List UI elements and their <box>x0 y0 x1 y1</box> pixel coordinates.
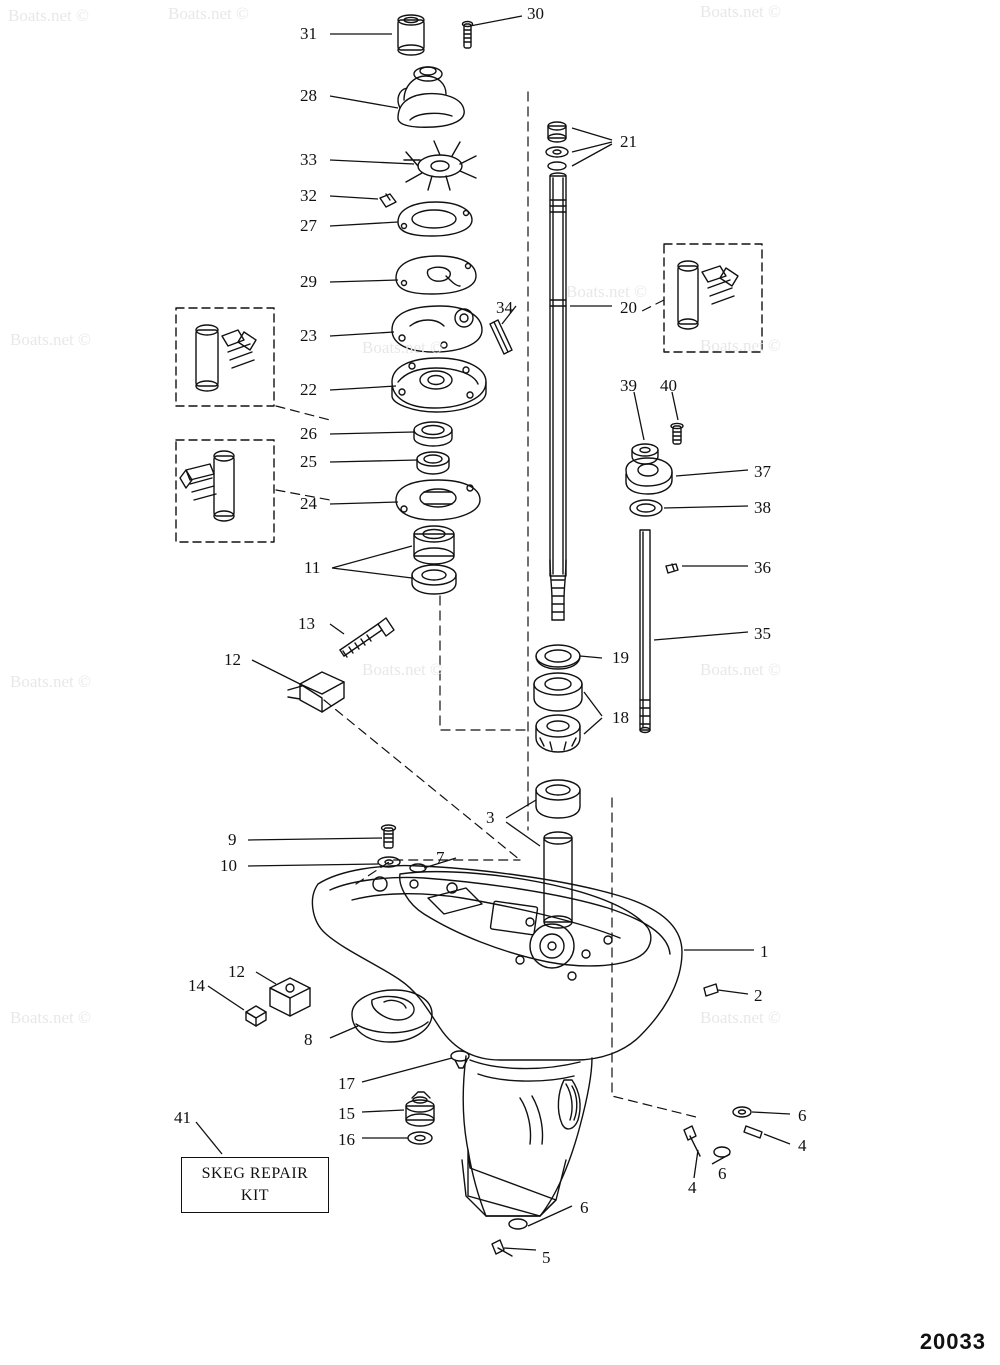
watermark: Boats.net © <box>362 338 443 357</box>
callout-6-right-lower: 6 <box>718 1164 727 1183</box>
watermark: Boats.net © <box>362 660 443 679</box>
callout-7: 7 <box>436 848 445 867</box>
watermark: Boats.net © <box>700 1008 781 1027</box>
callout-22: 22 <box>300 380 317 399</box>
watermark: Boats.net © <box>700 660 781 679</box>
callout-38: 38 <box>754 498 771 517</box>
callout-12-lower: 12 <box>228 962 245 981</box>
watermark: Boats.net © <box>700 336 781 355</box>
callout-34: 34 <box>496 298 513 317</box>
callout-11: 11 <box>304 558 321 577</box>
callout-37: 37 <box>754 462 771 481</box>
callout-36: 36 <box>754 558 771 577</box>
callout-1: 1 <box>760 942 769 961</box>
callout-15: 15 <box>338 1104 355 1123</box>
callout-4-lower: 4 <box>688 1178 697 1197</box>
callout-26: 26 <box>300 424 317 443</box>
callout-25: 25 <box>300 452 317 471</box>
callout-33: 33 <box>300 150 317 169</box>
callout-27: 27 <box>300 216 317 235</box>
skeg-kit-line-1: SKEG REPAIR <box>201 1165 309 1183</box>
watermark: Boats.net © <box>8 6 89 25</box>
callout-16: 16 <box>338 1130 355 1149</box>
watermark: Boats.net © <box>700 2 781 21</box>
callout-4-right: 4 <box>798 1136 807 1155</box>
callout-6-right-upper: 6 <box>798 1106 807 1125</box>
callout-10: 10 <box>220 856 237 875</box>
callout-32: 32 <box>300 186 317 205</box>
callout-24: 24 <box>300 494 317 513</box>
callout-3: 3 <box>486 808 495 827</box>
callout-5: 5 <box>542 1248 551 1267</box>
callout-6-bottom: 6 <box>580 1198 589 1217</box>
skeg-kit-line-2: KIT <box>240 1187 270 1204</box>
callout-23: 23 <box>300 326 317 345</box>
callout-18: 18 <box>612 708 629 727</box>
callout-13: 13 <box>298 614 315 633</box>
skeg-repair-kit-box <box>181 1157 329 1213</box>
callout-19: 19 <box>612 648 629 667</box>
callout-30: 30 <box>527 4 544 23</box>
callout-14: 14 <box>188 976 205 995</box>
watermark: Boats.net © <box>168 4 249 23</box>
callout-41: 41 <box>174 1108 191 1127</box>
callout-12-upper: 12 <box>224 650 241 669</box>
watermark: Boats.net © <box>10 1008 91 1027</box>
callout-17: 17 <box>338 1074 355 1093</box>
callout-9: 9 <box>228 830 237 849</box>
watermark: Boats.net © <box>10 672 91 691</box>
callout-40: 40 <box>660 376 677 395</box>
diagram-code: 20033 <box>919 1329 986 1354</box>
callout-28: 28 <box>300 86 317 105</box>
callout-8: 8 <box>304 1030 313 1049</box>
watermark: Boats.net © <box>10 330 91 349</box>
callout-35: 35 <box>754 624 771 643</box>
callout-39: 39 <box>620 376 637 395</box>
callout-20: 20 <box>620 298 637 317</box>
callout-2: 2 <box>754 986 763 1005</box>
callout-29: 29 <box>300 272 317 291</box>
callout-31: 31 <box>300 24 317 43</box>
callout-21: 21 <box>620 132 637 151</box>
watermark: Boats.net © <box>566 282 647 301</box>
